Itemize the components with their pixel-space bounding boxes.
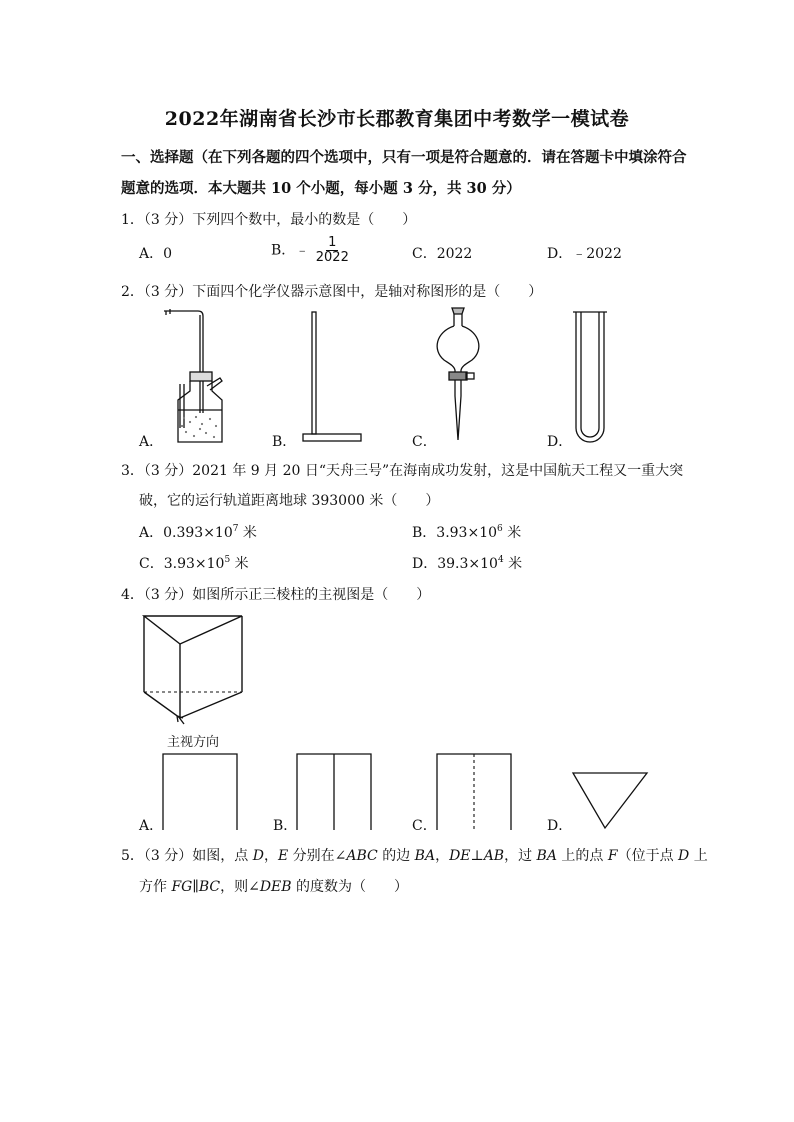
question-5-line2: 方作 FG∥BC，则∠DEB 的度数为（ ） <box>139 879 409 895</box>
q4-figure-triangular-prism <box>138 612 248 722</box>
q3-b-unit: 米 <box>502 525 522 541</box>
q4-option-d: D． <box>547 818 573 834</box>
q2-figure-b-retort-stand <box>295 310 365 445</box>
q1-option-b <box>271 236 351 265</box>
q3-a-exponent: 7 <box>232 524 239 534</box>
fraction-numerator: 1 <box>328 235 337 250</box>
fraction-denominator: 2022 <box>315 250 349 265</box>
q3-b-exponent: 6 <box>497 524 503 534</box>
q1-option-b-sign: ﹣ <box>295 242 310 259</box>
q3-option-b <box>412 522 521 542</box>
q4-option-a-shape <box>160 752 240 830</box>
q4-option-d-shape <box>570 770 650 830</box>
q1-option-d: D．﹣2022 <box>547 246 622 262</box>
q3-option-c <box>139 553 249 573</box>
q4-option-c: C． <box>412 818 437 834</box>
q3-c-unit: 米 <box>230 556 249 572</box>
q3-option-a <box>139 522 257 542</box>
q2-figure-d-test-tube <box>570 310 610 445</box>
page-title: 2022年湖南省长沙市长郡教育集团中考数学一模试卷 <box>164 108 630 130</box>
q4-option-b-shape <box>294 752 374 830</box>
q2-option-a: A． <box>139 434 164 450</box>
q1-option-b-fraction <box>314 236 351 265</box>
q3-c-base: C．3.93×10 <box>139 556 225 572</box>
q3-a-unit: 米 <box>238 525 257 541</box>
q1-option-b-label: B． <box>271 242 296 259</box>
q2-figure-c-separatory-funnel <box>428 306 488 446</box>
section-header-line2: 题意的选项．本大题共 10 个小题，每小题 3 分，共 30 分） <box>121 180 521 197</box>
q1-option-a: A．0 <box>139 246 173 262</box>
q2-option-d: D． <box>547 434 573 450</box>
q2-figure-a-gas-bottle <box>160 308 230 448</box>
q3-b-base: B．3.93×10 <box>412 525 498 541</box>
section-header-line1: 一、选择题（在下列各题的四个选项中，只有一项是符合题意的．请在答题卡中填涂符合 <box>121 149 687 166</box>
question-3-line1: 3．（3 分）2021 年 9 月 20 日“天舟三号”在海南成功发射，这是中国航天工程又一重大突 <box>121 463 684 479</box>
question-5-line1: 5．（3 分）如图，点 D，E 分别在∠ABC 的边 BA，DE⊥AB，过 BA 上的点 F（位于点 D 上 <box>121 848 708 864</box>
question-4-stem: 4．（3 分）如图所示正三棱柱的主视图是（ ） <box>121 587 431 603</box>
q3-c-exponent: 5 <box>224 555 231 565</box>
q4-option-c-shape <box>434 752 514 830</box>
q2-option-b: B． <box>272 434 297 450</box>
q1-option-c: C．2022 <box>412 246 473 262</box>
q3-option-d <box>412 553 522 573</box>
q4-view-direction-caption: 主视方向 <box>167 735 220 750</box>
question-2-stem: 2．（3 分）下面四个化学仪器示意图中，是轴对称图形的是（ ） <box>121 284 543 300</box>
question-1-stem: 1．（3 分）下列四个数中，最小的数是（ ） <box>121 212 417 228</box>
q4-option-b: B． <box>273 818 298 834</box>
q2-option-c: C． <box>412 434 437 450</box>
q3-d-unit: 米 <box>503 556 523 572</box>
question-3-line2: 破，它的运行轨道距离地球 393000 米（ ） <box>139 493 440 509</box>
q3-a-base: A．0.393×10 <box>139 525 233 541</box>
q3-d-base: D．39.3×10 <box>412 556 498 572</box>
q3-d-exponent: 4 <box>497 555 504 565</box>
q4-option-a: A． <box>139 818 164 834</box>
